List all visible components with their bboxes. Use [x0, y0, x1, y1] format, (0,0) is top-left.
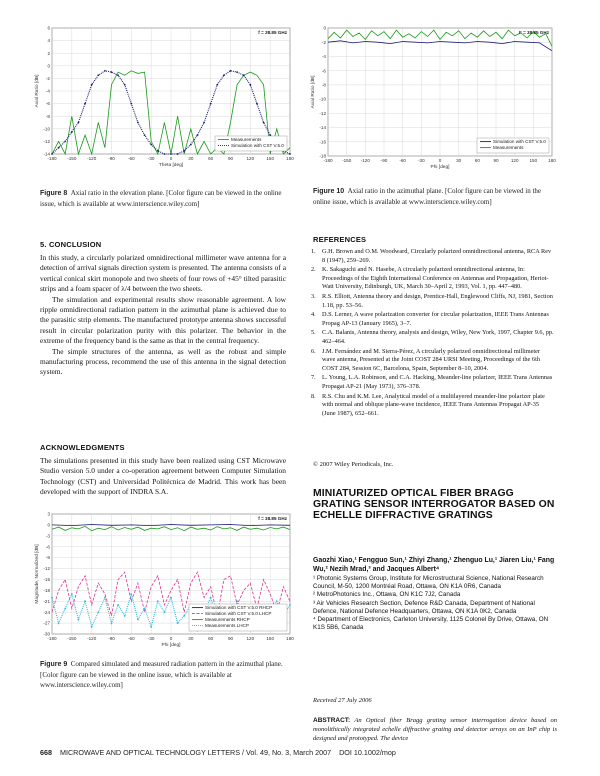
journal-line: MICROWAVE AND OPTICAL TECHNOLOGY LETTERS / Vol. 49, No. 3, March 2007: [60, 748, 332, 757]
page-number: 668: [40, 748, 52, 757]
y-tick-label: 0: [47, 63, 50, 69]
y-tick-label: 0: [47, 522, 50, 528]
reference-number: 7.: [311, 374, 316, 382]
x-tick-label: -120: [87, 156, 97, 161]
x-tick-label: -180: [47, 156, 57, 161]
data-point: [236, 600, 238, 602]
reference-text: R.S. Chu and K.M. Lee, Analytical model of a multilayered meander-line polarizer plate with normal and oblique plane-wave incidence, IEEE Trans Antennas Propagat AP-35 (June 1987), 652–661.: [322, 392, 545, 417]
data-point: [236, 71, 238, 73]
x-tick-label: 90: [227, 156, 234, 161]
data-point: [263, 122, 265, 124]
reference-item: [311, 293, 554, 310]
x-tick-label: -90: [108, 636, 115, 641]
x-tick-label: 0: [438, 158, 442, 163]
y-tick-label: -8: [321, 82, 326, 88]
data-point: [58, 622, 60, 624]
data-point: [289, 153, 291, 155]
y-tick-label: -4: [45, 88, 50, 94]
data-point: [276, 600, 278, 602]
data-point: [177, 622, 179, 624]
reference-number: 3.: [311, 292, 316, 300]
y-tick-label: -10: [43, 126, 50, 132]
references-heading: REFERENCES: [313, 235, 367, 244]
data-point: [170, 153, 172, 155]
x-tick-label: 120: [246, 156, 255, 161]
acknowledgments-paragraph: The simulations presented in this study have been realized using CST Microwave Studio version 5.0 under a co-operation agreement between Computer Simulation Technology (CST) and Universidad Politécnica de Madrid. This work has been developed with the support of INDRA S.A.: [40, 456, 286, 497]
acknowledgments-body: [40, 456, 286, 498]
x-tick-label: 60: [208, 156, 214, 161]
y-tick-label: -6: [45, 101, 50, 107]
figure-8-chart: [28, 24, 296, 174]
data-point: [183, 615, 185, 617]
received-date: Received 27 July 2006: [313, 697, 372, 704]
figure-10-caption-text: Axial ratio in the azimuthal plane. [Color figure can be viewed in the online issue, which is available at www.interscience.wiley.com]: [313, 187, 542, 206]
y-tick-label: -3: [45, 533, 50, 539]
y-tick-label: -2: [45, 76, 50, 81]
figure-9-chart: [28, 510, 296, 652]
reference-number: 4.: [311, 311, 316, 319]
legend-entry: Simulation with CST V.5.0 RHCP: [205, 605, 273, 610]
affiliation-4: ⁴ Department of Electronics, Carleton University, 1125 Colonel By Drive, Ottawa, ON K1S 5B6, Canada: [313, 616, 549, 632]
data-point: [104, 597, 106, 599]
y-axis-label: Axial Ratio [dB]: [311, 75, 316, 109]
figure-8-caption-number: Figure 8: [40, 190, 68, 197]
abstract-label: ABSTRACT:: [313, 717, 351, 724]
data-point: [163, 153, 165, 155]
data-point: [64, 608, 66, 610]
x-tick-label: 30: [456, 158, 462, 163]
data-point: [58, 147, 60, 149]
y-tick-label: -12: [319, 110, 326, 116]
data-point: [104, 70, 106, 72]
data-point: [91, 84, 93, 86]
legend-entry: Measurements LHCP: [205, 623, 249, 628]
conclusion-paragraph-3: The simple structures of the antenna, as well as the robust and simple manufacturing process, recommend the use of this antenna in the signal detection system.: [40, 346, 286, 377]
y-tick-label: -10: [319, 96, 326, 102]
conclusion-heading: 5. CONCLUSION: [40, 240, 102, 249]
x-tick-label: -180: [323, 158, 333, 163]
data-point: [150, 626, 152, 628]
x-tick-label: 180: [548, 158, 556, 163]
y-tick-label: -24: [43, 609, 50, 615]
reference-text: R.S. Elliott, Antenna theory and design, Prentice-Hall, Englewood Cliffs, NJ, 1981, Section 1.18, pp. 53–56.: [322, 292, 553, 309]
reference-number: 2.: [311, 266, 316, 274]
x-tick-label: 90: [227, 636, 234, 641]
x-tick-label: 150: [529, 158, 538, 163]
y-axis-label: Magnitude, Normalized [dB]: [35, 544, 40, 604]
figure-9-caption: [40, 659, 285, 690]
y-tick-label: 2: [47, 50, 50, 56]
y-tick-label: -21: [43, 598, 50, 604]
figure-8-svg: [28, 24, 296, 174]
x-tick-label: 60: [208, 636, 214, 641]
data-point: [71, 593, 73, 595]
figure-9-caption-number: Figure 9: [40, 661, 68, 668]
conclusion-body: [40, 253, 286, 378]
data-point: [157, 150, 159, 152]
y-tick-label: -9: [45, 555, 50, 561]
reference-text: J.M. Fernández and M. Sierra-Pérez, A circularly polarized omnidirectional millimeter wave antenna, Presented at the Joint COST 284 URSI Meeting, Proceedings of the 6th COST 284, Session 6C, Barcelona, Spain, September 8–10, 2004.: [322, 347, 541, 372]
x-tick-label: 90: [493, 158, 499, 163]
article-title: MINIATURIZED OPTICAL FIBER BRAGG GRATING SENSOR INTERROGATOR BASED ON ECHELLE DIFFRACTIVE GRATINGS: [313, 488, 555, 522]
data-point: [170, 597, 172, 599]
y-tick-label: 6: [47, 25, 50, 31]
data-point: [183, 150, 185, 152]
y-tick-label: -6: [321, 68, 326, 74]
y-tick-label: -8: [45, 113, 50, 119]
x-tick-label: -90: [108, 156, 115, 161]
data-point: [249, 84, 251, 86]
y-tick-label: -12: [43, 566, 50, 572]
figure-10-svg: [306, 24, 558, 174]
y-tick-label: -14: [43, 151, 50, 157]
y-tick-label: -18: [43, 587, 50, 593]
legend-entry: Measurements: [231, 137, 262, 142]
x-tick-label: -60: [399, 158, 406, 163]
data-point: [97, 611, 99, 613]
y-tick-label: -30: [43, 631, 50, 637]
data-point: [51, 597, 53, 599]
legend-entry: Measurements: [493, 145, 524, 150]
reference-number: 8.: [311, 392, 316, 400]
affiliation-2: ² MetroPhotonics Inc., Ottawa, ON K1C 7J2, Canada: [313, 591, 461, 599]
y-tick-label: 3: [47, 511, 50, 517]
x-tick-label: 0: [169, 636, 173, 641]
data-point: [117, 74, 119, 76]
x-tick-label: -30: [418, 158, 425, 163]
x-tick-label: 120: [510, 158, 519, 163]
legend-entry: Simulation with CST V.5.0 LHCP: [205, 611, 272, 616]
data-point: [51, 153, 53, 155]
figure-9-caption-text: Compared simulated and measured radiation pattern in the azimuthal plane. [Color figure can be viewed in the online issue, which is available at www.interscience.wiley.com]: [40, 660, 283, 689]
reference-text: L. Young, L.A. Robinson, and C.A. Hacking, Meander-line polarizer, IEEE Trans Antennas Propagat AP-21 (May 1973), 376–378.: [322, 374, 553, 390]
x-tick-label: -30: [147, 636, 155, 641]
data-point: [243, 74, 245, 76]
page-footer: [40, 748, 560, 757]
affiliations: [313, 575, 557, 632]
legend-entry: Measurements RHCP: [205, 617, 250, 622]
reference-text: K. Sakaguchi and N. Hasebe, A circularly polarized omnidirectional antenna, In: Proceedings of the Eighth International Conference on Antennas and Propagation, Heriot-Watt University, Edinburgh, UK, March 30–April 2, 1993, Vol. 1, pp. 447–480.: [322, 266, 549, 291]
data-point: [269, 134, 271, 136]
legend-entry: Simulation with CST V.5.0: [493, 139, 546, 144]
x-tick-label: 30: [188, 156, 194, 161]
data-point: [150, 144, 152, 146]
conclusion-paragraph-1: In this study, a circularly polarized omnidirectional millimeter wave antenna for a detection of arrival signals direction system is presented. The antenna consists of a vertical conical skirt monopole and two sheets of four rows of +45° tilted parasitic strips and a foam spacer of λ/4 between the two sheets.: [40, 253, 286, 294]
data-point: [64, 141, 66, 143]
reference-item: [311, 248, 554, 265]
reference-number: 6.: [311, 347, 316, 355]
x-axis-label: Phi [deg]: [161, 643, 181, 648]
doi-text: DOI 10.1002/mop: [339, 748, 396, 757]
reference-item: [311, 266, 554, 292]
x-tick-label: 60: [474, 158, 480, 163]
y-tick-label: -15: [43, 577, 50, 583]
conclusion-paragraph-2: The simulation and experimental results show reasonable agreement. A low ripple omnidirectional radiation pattern in the azimuthal plane is achieved due to the parasitic strip elements. The manufactured prototype antenna shows successful result in circular polarization purity with this polarizer. The behavior in the extreme of the frequency band is the same as that in the central frequency.: [40, 294, 286, 346]
y-tick-label: 4: [47, 38, 50, 44]
x-tick-label: -30: [147, 156, 155, 161]
data-point: [111, 622, 113, 624]
data-point: [216, 84, 218, 86]
x-tick-label: 150: [266, 156, 275, 161]
reference-item: [311, 348, 554, 374]
x-tick-label: 180: [286, 156, 294, 161]
data-point: [84, 103, 86, 105]
data-point: [190, 144, 192, 146]
reference-item: [311, 311, 554, 328]
reference-item: [311, 329, 554, 346]
x-tick-label: 30: [188, 636, 194, 641]
figure-9-svg: [28, 510, 296, 652]
data-point: [130, 103, 132, 105]
y-tick-label: -18: [319, 153, 326, 159]
data-point: [91, 626, 93, 628]
reference-text: G.H. Brown and O.M. Woodward, Circularly polarized omnidirectional antenna, RCA Rev 8 (1947), 259–269.: [322, 248, 552, 264]
data-point: [137, 122, 139, 124]
data-point: [111, 71, 113, 73]
data-point: [210, 597, 212, 599]
data-point: [230, 70, 232, 72]
x-tick-label: -60: [128, 636, 135, 641]
figure-8-caption-text: Axial ratio in the elevation plane. [Color figure can be viewed in the online issue, which is available at www.interscience.wiley.com]: [40, 189, 282, 208]
data-point: [177, 153, 179, 155]
data-point: [203, 122, 205, 124]
data-point: [289, 604, 291, 606]
y-tick-label: -2: [321, 39, 326, 45]
x-tick-label: -120: [87, 636, 97, 641]
data-point: [256, 103, 258, 105]
data-point: [71, 131, 73, 133]
y-tick-label: -16: [319, 139, 326, 145]
data-point: [144, 608, 146, 610]
reference-number: 1.: [311, 248, 316, 255]
reference-text: D.S. Lerner, A wave polarization converter for circular polarization, IEEE Trans Antennas Propag AP-13 (January 1965), 3–7.: [322, 311, 549, 327]
figure-10-chart: [306, 24, 558, 174]
data-point: [124, 84, 126, 86]
data-point: [124, 615, 126, 617]
x-tick-label: -60: [128, 156, 135, 161]
x-tick-label: 120: [246, 636, 255, 641]
data-point: [97, 74, 99, 76]
legend-entry: Simulation with CST V.5.0: [231, 143, 284, 148]
reference-text: C.A. Balanis, Antenna theory, analysis and design, Wiley, New York, 1997, Chapter 9.6, pp. 462–464.: [322, 329, 554, 345]
figure-10-caption: [313, 186, 557, 207]
abstract: [313, 716, 557, 744]
x-tick-label: -120: [360, 158, 370, 163]
reference-item: [311, 374, 554, 391]
references-list: [311, 248, 554, 419]
frequency-annotation: F = 38.85 GHz: [518, 30, 549, 35]
data-point: [223, 74, 225, 76]
data-point: [84, 600, 86, 602]
data-point: [117, 604, 119, 606]
figure-10-caption-number: Figure 10: [313, 188, 345, 195]
x-axis-label: Phi [deg]: [430, 165, 450, 170]
x-tick-label: 180: [286, 636, 294, 641]
x-tick-label: -180: [47, 636, 57, 641]
copyright-line: © 2007 Wiley Periodicals, Inc.: [313, 461, 394, 468]
x-tick-label: -90: [380, 158, 388, 163]
x-tick-label: 0: [169, 156, 173, 161]
data-point: [210, 103, 212, 105]
acknowledgments-heading: ACKNOWLEDGMENTS: [40, 443, 125, 452]
data-point: [78, 122, 80, 124]
data-point: [163, 611, 165, 613]
y-axis-label: Axial Ratio [dB]: [35, 74, 40, 108]
data-point: [130, 593, 132, 595]
frequency-annotation: f = 38.85 GHz: [258, 516, 287, 521]
y-tick-label: 0: [323, 25, 326, 31]
data-point: [137, 619, 139, 621]
x-tick-label: -150: [67, 636, 77, 641]
data-point: [197, 134, 199, 136]
y-tick-label: -4: [321, 54, 326, 60]
data-point: [157, 600, 159, 602]
x-tick-label: -150: [342, 158, 352, 163]
y-tick-label: -14: [319, 125, 326, 131]
x-tick-label: 150: [266, 636, 275, 641]
figure-8-caption: [40, 188, 285, 209]
frequency-annotation: f = 38.85 GHz: [258, 30, 287, 35]
data-point: [144, 134, 146, 136]
y-tick-label: -6: [45, 544, 50, 550]
affiliation-1: ¹ Photonic Systems Group, Institute for Microstructural Science, National Research Council, M-50, 1200 Montréal Road, Ottawa, ON K1A 0R6, Canada: [313, 575, 544, 591]
abstract-text: An Optical fiber Bragg grating sensor interrogation device based on monolithically integrated echelle diffractive grating and detector arrays on an InP chip is designed and prototyped. The device: [313, 717, 557, 743]
x-tick-label: -150: [67, 156, 77, 161]
y-tick-label: -27: [43, 620, 50, 626]
x-axis-label: Theta [deg]: [158, 163, 184, 168]
article-authors: Gaozhi Xiao,¹ Fengguo Sun,¹ Zhiyi Zhang,¹ Zhenguo Lu,¹ Jiaren Liu,¹ Fang Wu,² Nezih Mrad,³ and Jacques Albert⁴: [313, 557, 555, 573]
affiliation-3: ³ Air Vehicles Research Section, Defence R&D Canada, Department of National Defence, National Defence Headquarters, Ottawa, ON K1A 0K2, Canada: [313, 599, 535, 615]
y-tick-label: -12: [43, 139, 50, 144]
reference-item: [311, 393, 554, 419]
reference-number: 5.: [311, 329, 316, 337]
data-point: [78, 619, 80, 621]
